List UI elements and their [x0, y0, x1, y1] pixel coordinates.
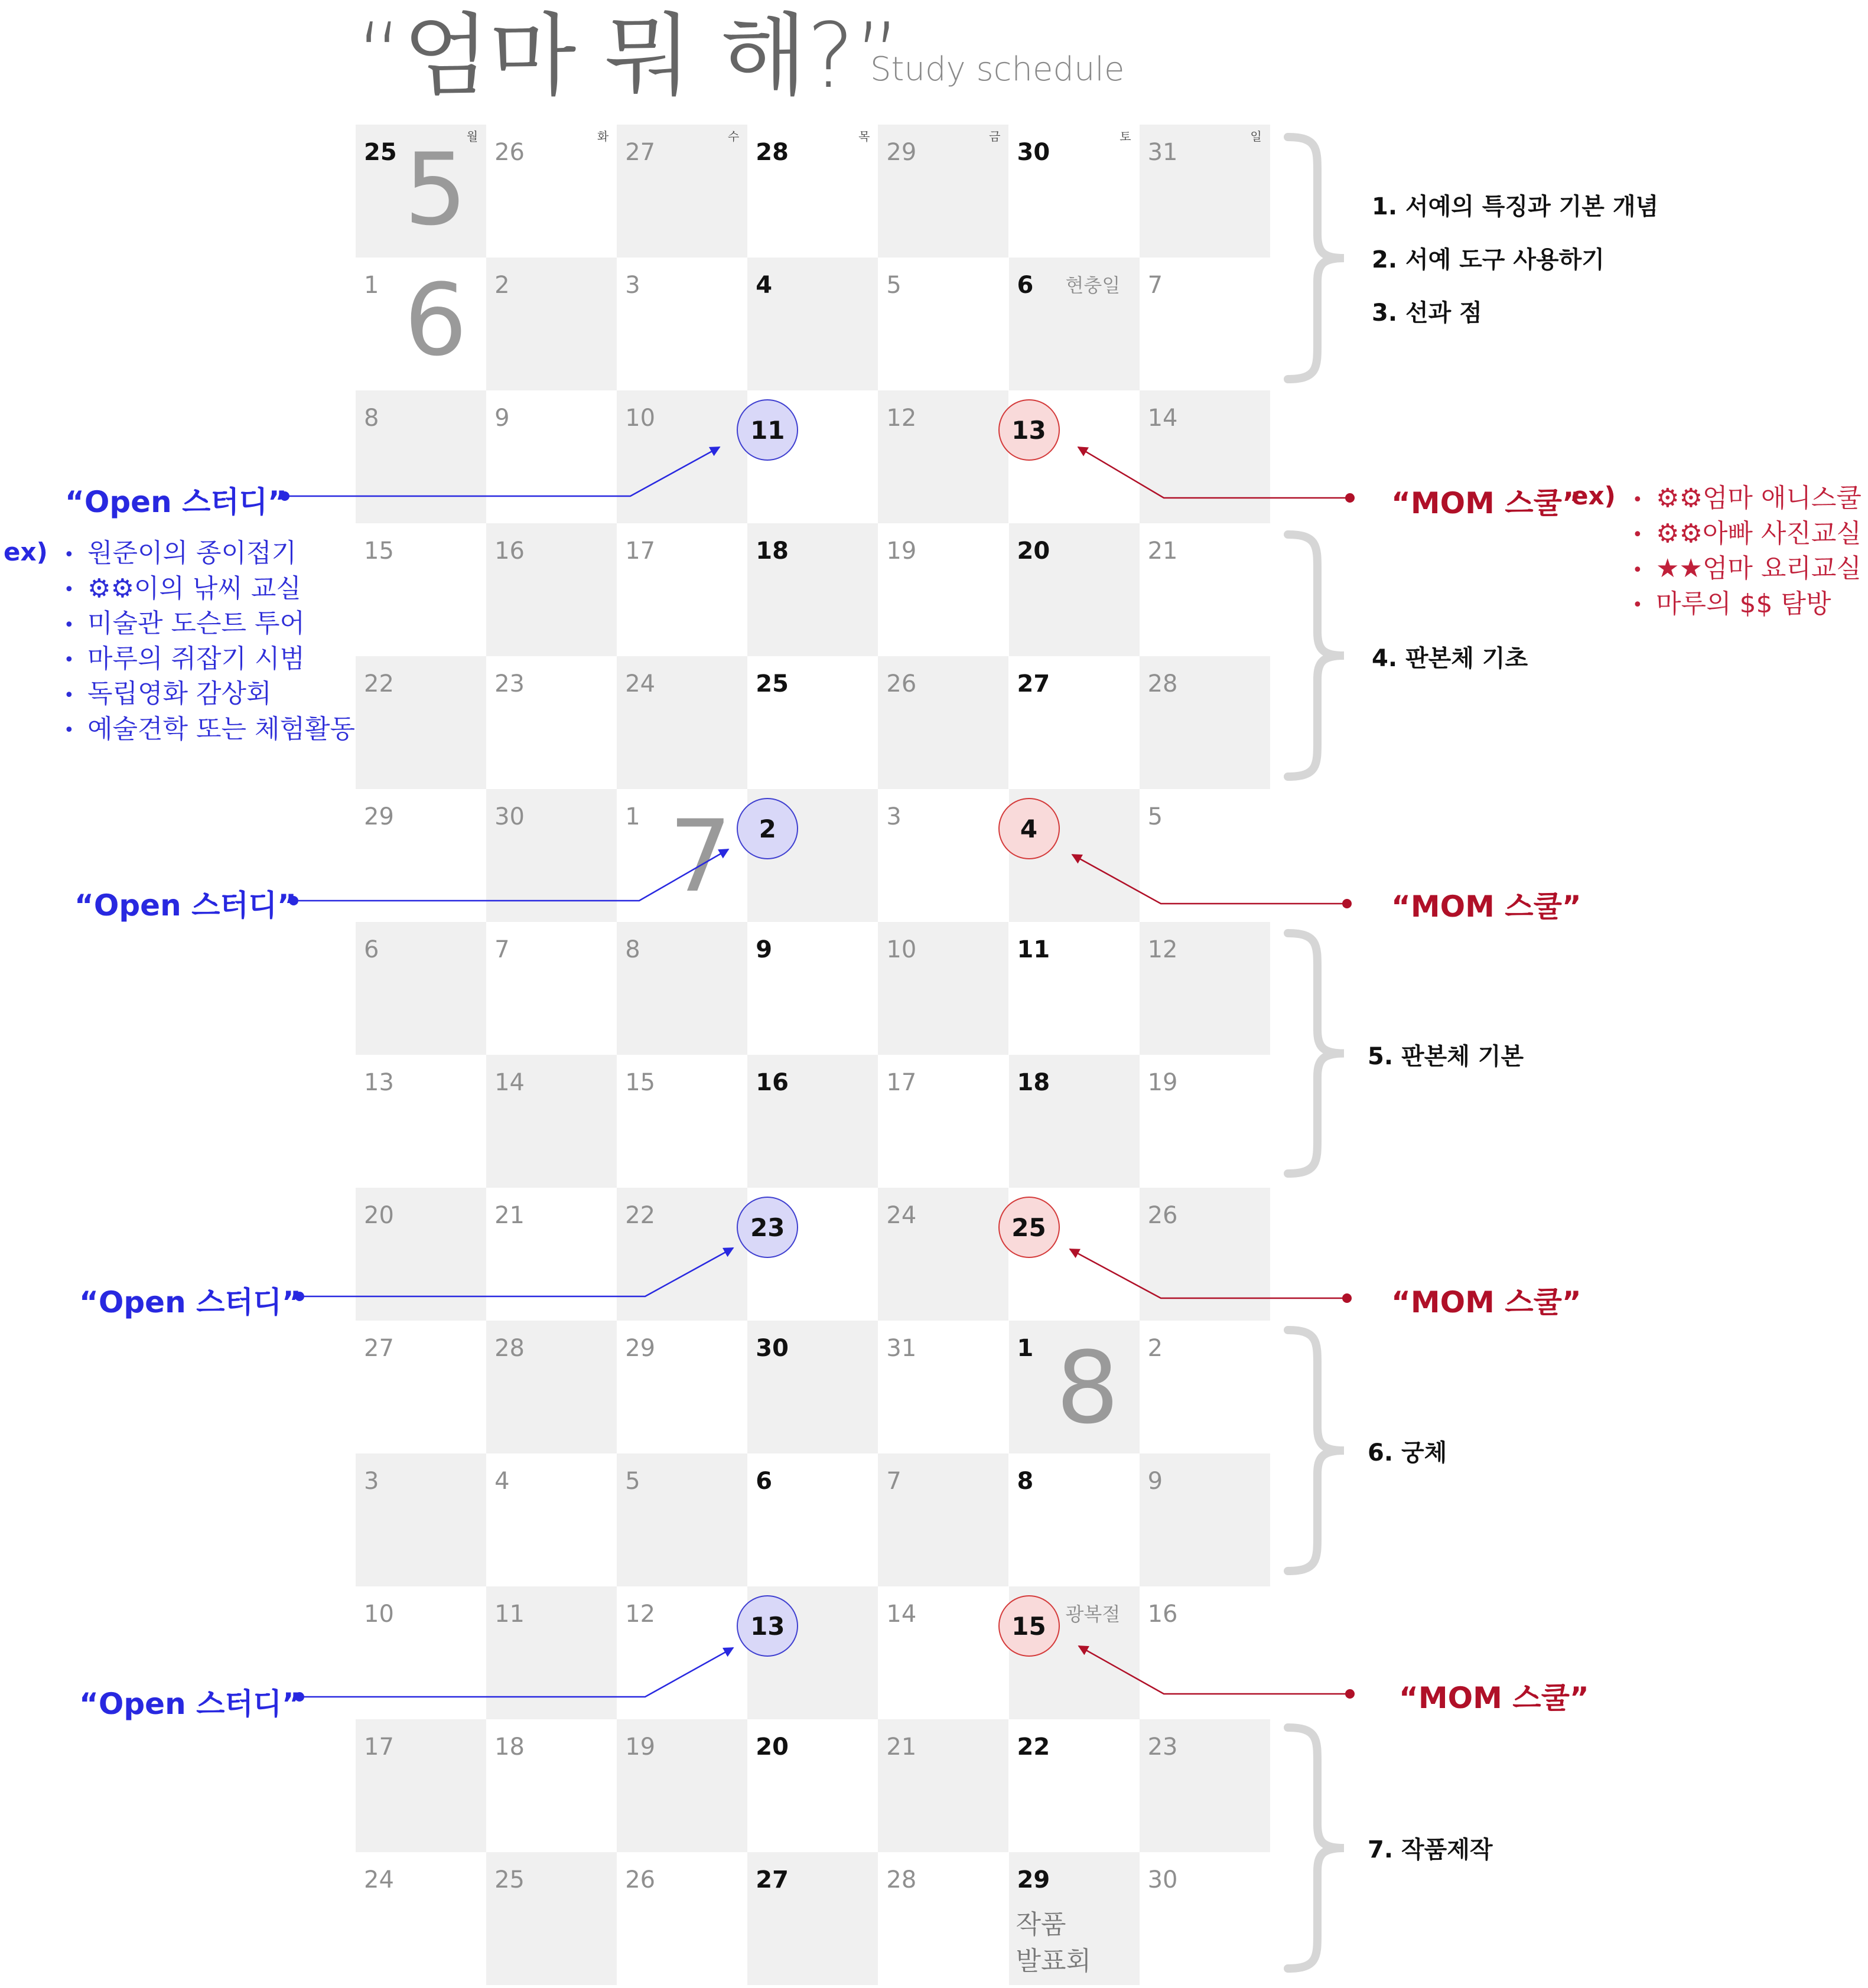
day-number: 18 [494, 1733, 525, 1761]
day-number: 28 [756, 139, 789, 166]
day-number: 2 [1147, 1335, 1163, 1362]
day-number: 27 [625, 139, 656, 166]
day-number: 7 [1147, 272, 1163, 299]
day-number: 20 [1017, 537, 1050, 565]
page-title: “엄마 뭐 해?” [356, 4, 902, 108]
open-study-day-marker: 13 [737, 1595, 798, 1657]
group-brace [1288, 933, 1344, 1174]
day-number: 6 [756, 1468, 773, 1495]
example-prefix: ex) [1571, 481, 1616, 510]
day-number: 21 [494, 1202, 525, 1229]
day-number: 20 [756, 1733, 789, 1761]
group-brace [1288, 137, 1344, 379]
mom-school-connector [1078, 447, 1350, 498]
day-number: 12 [625, 1601, 656, 1628]
day-number: 30 [756, 1335, 789, 1362]
day-number: 5 [886, 272, 902, 299]
day-number: 6 [1017, 272, 1034, 299]
group-brace [1288, 1330, 1344, 1571]
day-number: 9 [756, 936, 773, 963]
day-number: 9 [494, 405, 510, 432]
day-number: 29 [625, 1335, 656, 1362]
open-study-example-list [64, 536, 355, 747]
day-number: 18 [756, 537, 789, 565]
day-number: 8 [625, 936, 640, 963]
lesson-item: 3. 선과 점 [1372, 299, 1482, 327]
day-number: 20 [364, 1202, 394, 1229]
weekday-label: 목 [858, 129, 870, 144]
day-number: 14 [886, 1601, 917, 1628]
day-number: 11 [494, 1601, 525, 1628]
weekday-label: 금 [989, 129, 1001, 144]
day-number: 12 [886, 405, 917, 432]
connector-dot [1345, 1689, 1355, 1699]
mom-school-day-marker: 25 [998, 1197, 1060, 1258]
day-number: 16 [1147, 1601, 1178, 1628]
lesson-item: 7. 작품제작 [1368, 1836, 1493, 1863]
month-label: 8 [1056, 1330, 1120, 1446]
day-number: 28 [494, 1335, 525, 1362]
weekday-label: 월 [466, 129, 479, 144]
day-number: 16 [756, 1069, 789, 1096]
weekday-label: 화 [597, 129, 609, 144]
list-item: • 독립영화 감상회 [64, 677, 355, 712]
weekday-label: 토 [1120, 129, 1131, 144]
day-number: 27 [1017, 670, 1050, 698]
day-number: 16 [494, 537, 525, 565]
connector-dot [1345, 493, 1355, 503]
holiday-note: 현충일 [1065, 274, 1121, 296]
day-number: 1 [1017, 1335, 1034, 1362]
day-number: 3 [625, 272, 640, 299]
open-study-label: “Open 스터디” [79, 1687, 301, 1721]
connector-dot [1342, 1293, 1352, 1303]
day-number: 11 [1017, 936, 1050, 963]
open-study-label: “Open 스터디” [65, 485, 287, 519]
month-label: 7 [669, 799, 733, 914]
open-study-day-marker: 2 [737, 798, 798, 859]
example-prefix: ex) [4, 537, 48, 566]
day-number: 7 [494, 936, 510, 963]
day-number: 22 [364, 670, 394, 698]
lesson-item: 4. 판본체 기초 [1372, 645, 1528, 672]
day-number: 25 [494, 1866, 525, 1894]
day-number: 30 [1017, 139, 1050, 166]
day-number: 8 [1017, 1468, 1034, 1495]
mom-school-connector [1070, 1249, 1347, 1298]
list-item: • 마루의 쥐잡기 시범 [64, 642, 355, 677]
holiday-note: 광복절 [1065, 1603, 1121, 1625]
day-number: 2 [494, 272, 510, 299]
mom-school-connector [1079, 1646, 1350, 1694]
day-number: 1 [364, 272, 379, 299]
day-number: 9 [1147, 1468, 1163, 1495]
day-number: 29 [886, 139, 917, 166]
day-number: 4 [756, 272, 773, 299]
day-number: 31 [1147, 139, 1178, 166]
day-number: 30 [494, 803, 525, 830]
day-number: 6 [364, 936, 379, 963]
day-number: 17 [886, 1069, 917, 1096]
list-item: • ⚙⚙아빠 사진교실 [1632, 517, 1862, 552]
event-note: 작품 발표회 [1016, 1909, 1092, 1976]
day-number: 19 [886, 537, 917, 565]
open-study-label: “Open 스터디” [74, 888, 297, 923]
open-study-day-marker: 23 [737, 1197, 798, 1258]
list-item: • ★★엄마 요리교실 [1632, 552, 1862, 587]
day-number: 26 [625, 1866, 656, 1894]
day-number: 3 [364, 1468, 379, 1495]
day-number: 26 [886, 670, 917, 698]
day-number: 14 [1147, 405, 1178, 432]
connector-dot [1342, 899, 1352, 908]
day-number: 23 [494, 670, 525, 698]
list-item: • 예술견학 또는 체험활동 [64, 712, 355, 748]
day-number: 13 [364, 1069, 394, 1096]
day-number: 18 [1017, 1069, 1050, 1096]
day-number: 17 [625, 537, 656, 565]
mom-school-label: “MOM 스쿨” [1391, 1285, 1581, 1319]
day-number: 24 [625, 670, 656, 698]
day-number: 22 [1017, 1733, 1050, 1761]
day-number: 7 [886, 1468, 902, 1495]
open-study-day-marker: 11 [737, 399, 798, 461]
day-number: 29 [364, 803, 394, 830]
day-number: 27 [364, 1335, 394, 1362]
group-brace [1288, 535, 1344, 777]
day-number: 3 [886, 803, 902, 830]
day-number: 30 [1147, 1866, 1178, 1894]
open-study-connector [300, 1648, 733, 1697]
day-number: 17 [364, 1733, 394, 1761]
mom-school-day-marker: 4 [998, 798, 1060, 859]
page-subtitle: Study schedule [870, 50, 1125, 89]
list-item: • ⚙⚙엄마 애니스쿨 [1632, 481, 1862, 517]
lesson-item: 1. 서예의 특징과 기본 개념 [1372, 193, 1659, 220]
mom-school-day-marker: 15 [998, 1595, 1060, 1657]
lesson-item: 2. 서예 도구 사용하기 [1372, 246, 1605, 273]
open-study-connector [300, 1248, 733, 1296]
day-number: 10 [625, 405, 656, 432]
day-number: 5 [1147, 803, 1163, 830]
weekday-label: 일 [1250, 129, 1262, 144]
mom-school-label: “MOM 스쿨” [1399, 1681, 1589, 1715]
mom-school-label: “MOM 스쿨” [1391, 889, 1581, 924]
day-number: 8 [364, 405, 379, 432]
lesson-item: 6. 궁체 [1368, 1439, 1447, 1466]
day-number: 5 [625, 1468, 640, 1495]
lesson-item: 5. 판본체 기본 [1368, 1043, 1524, 1070]
day-number: 14 [494, 1069, 525, 1096]
day-number: 19 [1147, 1069, 1178, 1096]
group-brace [1288, 1728, 1344, 1969]
day-number: 27 [756, 1866, 789, 1894]
day-number: 21 [1147, 537, 1178, 565]
day-number: 21 [886, 1733, 917, 1761]
weekday-label: 수 [727, 129, 740, 144]
day-number: 24 [364, 1866, 394, 1894]
day-number: 10 [886, 936, 917, 963]
open-study-connector [294, 849, 728, 901]
day-number: 24 [886, 1202, 917, 1229]
day-number: 15 [625, 1069, 656, 1096]
day-number: 29 [1017, 1866, 1050, 1894]
day-number: 22 [625, 1202, 656, 1229]
day-number: 23 [1147, 1733, 1178, 1761]
day-number: 4 [494, 1468, 510, 1495]
day-number: 10 [364, 1601, 394, 1628]
list-item: • 미술관 도슨트 투어 [64, 607, 355, 642]
day-number: 28 [886, 1866, 917, 1894]
list-item: • 원준이의 종이접기 [64, 536, 355, 572]
day-number: 31 [886, 1335, 917, 1362]
day-number: 15 [364, 537, 394, 565]
day-number: 25 [756, 670, 789, 698]
mom-school-connector [1072, 855, 1347, 904]
open-study-label: “Open 스터디” [79, 1285, 301, 1319]
day-number: 26 [494, 139, 525, 166]
day-number: 12 [1147, 936, 1178, 963]
mom-school-label: “MOM 스쿨” [1391, 486, 1581, 520]
mom-school-day-marker: 13 [998, 399, 1060, 461]
open-study-connector [285, 447, 720, 496]
mom-school-example-list [1632, 481, 1862, 622]
day-number: 25 [364, 139, 397, 166]
list-item: • ⚙⚙이의 낚씨 교실 [64, 572, 355, 607]
day-number: 19 [625, 1733, 656, 1761]
day-number: 26 [1147, 1202, 1178, 1229]
month-label: 5 [404, 132, 467, 247]
day-number: 28 [1147, 670, 1178, 698]
day-number: 1 [625, 803, 640, 830]
list-item: • 마루의 $$ 탐방 [1632, 587, 1862, 623]
month-label: 6 [404, 262, 467, 378]
